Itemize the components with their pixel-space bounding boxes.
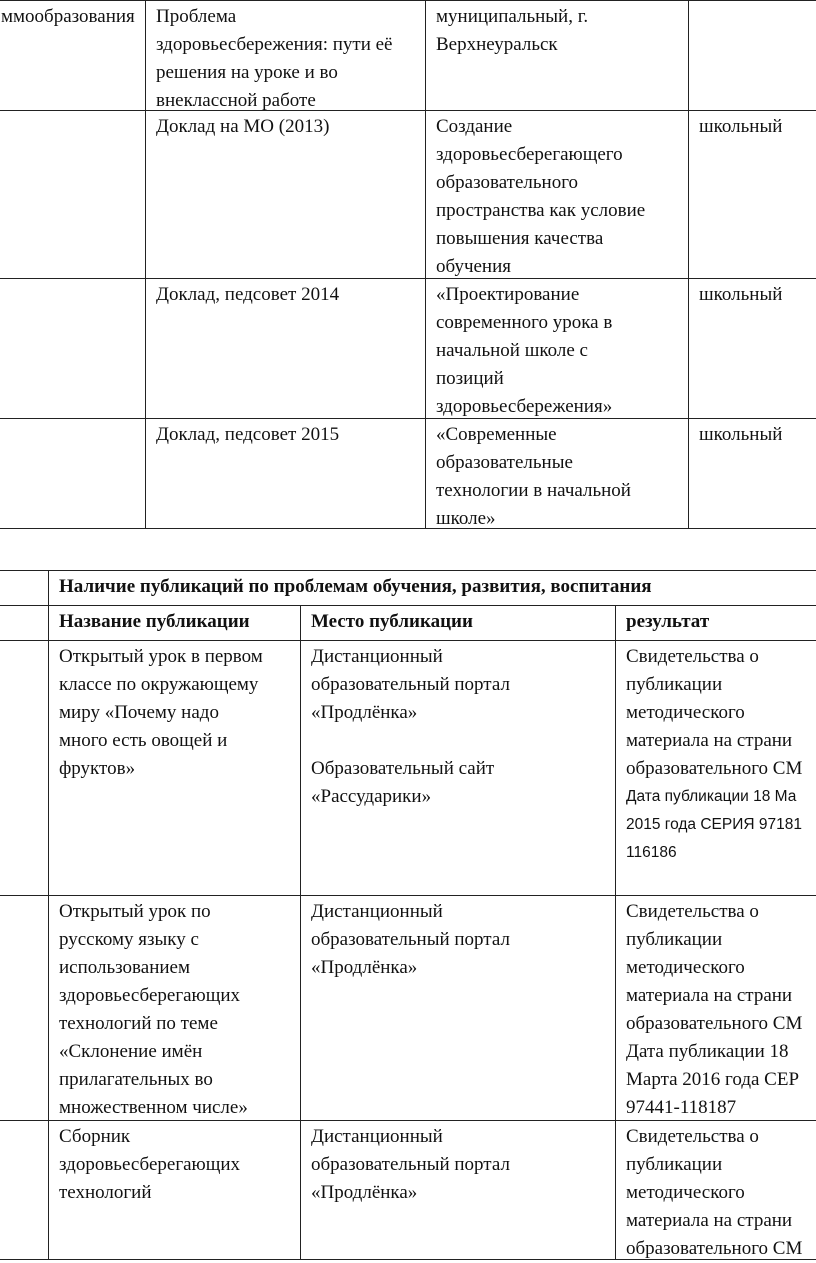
table-cell bbox=[688, 0, 816, 111]
table-cell: «Современные образовательные технологии в начальной школе» bbox=[425, 418, 689, 529]
table-cell: школьный bbox=[688, 418, 816, 529]
table-cell: школьный bbox=[688, 110, 816, 279]
table-cell bbox=[0, 570, 49, 606]
table-cell bbox=[0, 278, 146, 419]
table-cell: «Проектирование современного урока в начальной школе с позиций здоровьесбережения» bbox=[425, 278, 689, 419]
table-cell: Свидетельства о публикации методического материала на страни образовательного СМ bbox=[615, 1120, 816, 1260]
table-cell: Дистанционный образовательный портал «Продлёнка» bbox=[300, 895, 616, 1121]
column-header: Название публикации bbox=[48, 605, 301, 641]
table-cell: Сборник здоровьесберегающих технологий bbox=[48, 1120, 301, 1260]
table-cell: Открытый урок в первом классе по окружающему миру «Почему надо много есть овощей и фруктов» bbox=[48, 640, 301, 896]
table-cell bbox=[0, 640, 49, 896]
table-cell: Проблема здоровьесбережения: пути её решения на уроке и во внеклассной работе bbox=[145, 0, 426, 111]
table-cell: Свидетельства о публикации методического материала на страни образовательного СМ Дата публикации 18 Марта 2016 года СЕР 97441-118187 bbox=[615, 895, 816, 1121]
table-cell: Доклад на МО (2013) bbox=[145, 110, 426, 279]
table-cell: муниципальный, г. Верхнеуральск bbox=[425, 0, 689, 111]
table-cell: Создание здоровьесберегающего образовательного пространства как условие повышения качества обучения bbox=[425, 110, 689, 279]
table-cell bbox=[0, 1120, 49, 1260]
table-cell: школьный bbox=[688, 278, 816, 419]
table-cell: Доклад, педсовет 2015 bbox=[145, 418, 426, 529]
table-cell bbox=[615, 640, 816, 896]
table-cell bbox=[0, 895, 49, 1121]
table-cell: ммообразования bbox=[0, 0, 146, 111]
result-note: Дата публикации 18 Ма 2015 года СЕРИЯ 97181 116186 bbox=[626, 788, 802, 861]
result-text: Свидетельства о публикации методического материала на страни образовательного СМ bbox=[626, 646, 803, 779]
table-cell bbox=[0, 110, 146, 279]
table-cell bbox=[0, 605, 49, 641]
table-cell: Дистанционный образовательный портал «Продлёнка» Образовательный сайт «Рассударики» bbox=[300, 640, 616, 896]
table-cell: Дистанционный образовательный портал «Продлёнка» bbox=[300, 1120, 616, 1260]
table-title: Наличие публикаций по проблемам обучения, развития, воспитания bbox=[48, 570, 816, 606]
table-cell: Доклад, педсовет 2014 bbox=[145, 278, 426, 419]
table-cell bbox=[0, 418, 146, 529]
column-header: Место публикации bbox=[300, 605, 616, 641]
column-header: результат bbox=[615, 605, 816, 641]
table-cell: Открытый урок по русскому языку с использованием здоровьесберегающих технологий по теме «Склонение имён прилагательных во множественном числе» bbox=[48, 895, 301, 1121]
